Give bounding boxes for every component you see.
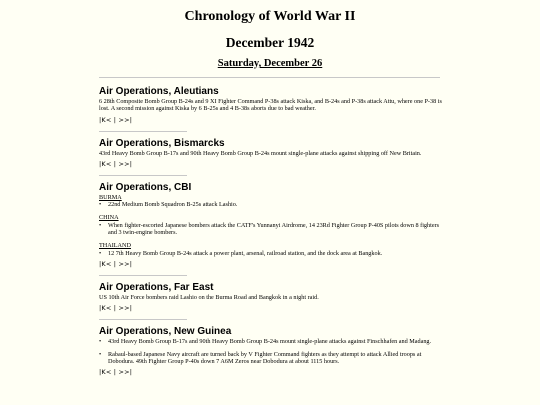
nav-separator: | [113,159,117,168]
nav-next-link[interactable]: > [118,159,125,168]
nav-first-link[interactable]: |K [99,304,106,313]
bullet-icon: • [99,221,102,229]
list-item: • 22nd Medium Bomb Squadron B-25s attack Lashio. [99,201,238,209]
section-title: Air Operations, Far East [99,281,214,293]
nav-separator: | [113,304,117,313]
subheading-china: CHINA [99,214,119,222]
list-item: • Rabaul-based Japanese Navy aircraft are turned back by V Fighter Command fighters as they attempt to attack Allied troops at Dobodura. 49th Fighter Group P-40s down 7 A6M Zeros near Dobodura at about 1115 hours. [99,350,422,365]
section-paragraph: 43rd Heavy Bomb Group B-17s and 90th Heavy Bomb Group B-24s mount single-plane attacks against shipping off New Britain. [99,149,422,157]
subheading-thailand: THAILAND [99,242,131,250]
nav-last-link[interactable]: >| [124,368,133,377]
nav-separator: | [113,259,117,268]
nav-links [99,117,449,126]
nav-first-link[interactable]: |K [99,368,106,377]
nav-last-link[interactable]: >| [124,259,133,268]
section-paragraph: US 10th Air Force bombers raid Lashio on the Burma Road and Bangkok in a night raid. [99,293,319,301]
nav-first-link[interactable]: |K [99,115,106,124]
nav-prev-link[interactable]: < [105,304,112,313]
section-far-east [99,282,449,320]
divider [99,175,187,176]
list-item: • 43rd Heavy Bomb Group B-17s and 90th Heavy Bomb Group B-24s mount single-plane attacks against Finschhafen and Madang. [99,338,432,346]
section-new-guinea [99,326,449,378]
nav-first-link[interactable]: |K [99,259,106,268]
nav-separator: | [113,115,117,124]
nav-first-link[interactable]: |K [99,159,106,168]
nav-next-link[interactable]: > [118,304,125,313]
content [99,86,449,378]
date-heading: Saturday, December 26 [217,58,323,69]
nav-next-link[interactable]: > [118,259,125,268]
section-bismarcks [99,138,449,176]
nav-last-link[interactable]: >| [124,115,133,124]
nav-prev-link[interactable]: < [105,259,112,268]
list-item: • When fighter-escorted Japanese bombers attack the CATF's Yunnanyi Airdrome, 14 23Rd Fighter Group P-40S pilots down 8 fighters and 3 twin-engine bombers. [99,221,440,237]
section-cbi [99,182,449,276]
section-title: Air Operations, Aleutians [99,86,219,97]
bullet-icon: • [99,201,102,209]
nav-links [99,161,449,170]
nav-prev-link[interactable]: < [105,368,112,377]
nav-next-link[interactable]: > [118,368,125,377]
divider [99,275,187,276]
section-title: Air Operations, Bismarcks [99,137,225,149]
divider [99,319,187,320]
nav-prev-link[interactable]: < [105,115,112,124]
nav-separator: | [113,368,117,377]
nav-last-link[interactable]: >| [124,159,133,168]
nav-prev-link[interactable]: < [105,159,112,168]
section-paragraph: 6 28th Composite Bomb Group B-24s and 9 XI Fighter Command P-38s attack Kiska, and B-24s and P-38s attack Attu, where one P-38 is lost. A second mission against Kiska by 6 B-25s and 4 B-38s aborts due to bad weather. [99,98,442,113]
bullet-icon: • [99,350,102,358]
section-aleutians [99,86,449,132]
bullet-icon: • [99,249,102,257]
section-title: Air Operations, CBI [99,181,192,193]
section-title: Air Operations, New Guinea [99,326,232,338]
nav-last-link[interactable]: >| [124,304,133,313]
divider [99,77,440,78]
nav-next-link[interactable]: > [118,115,125,124]
bullet-icon: • [99,338,102,346]
page-title: Chronology of World War II [184,9,356,24]
nav-links [99,369,449,378]
divider [99,131,187,132]
list-item: • 12 7th Heavy Bomb Group B-24s attack a power plant, arsenal, railroad station, and the dock area at Bangkok. [99,249,383,257]
nav-links [99,305,449,314]
nav-links [99,261,449,270]
month-heading: December 1942 [225,35,315,50]
subheading-burma: BURMA [99,193,122,201]
